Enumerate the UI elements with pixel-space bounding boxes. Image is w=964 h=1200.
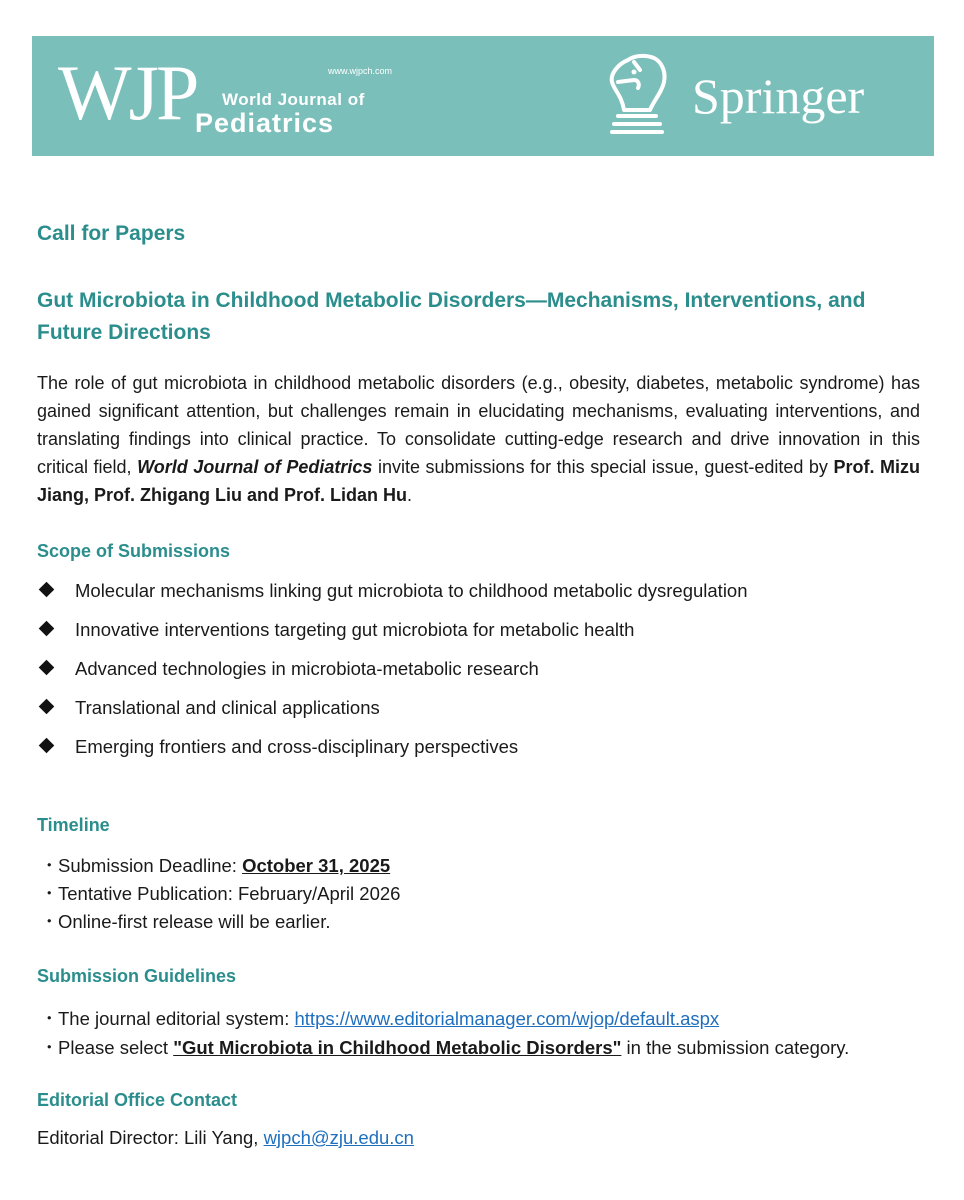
contact-heading: Editorial Office Contact	[37, 1090, 238, 1110]
list-item: Translational and clinical applications	[37, 695, 748, 734]
diamond-bullet-icon	[39, 660, 55, 676]
dot-bullet-icon: ・	[40, 1008, 59, 1029]
journal-name-emphasis: World Journal of Pediatrics	[137, 457, 373, 477]
submission-deadline: October 31, 2025	[242, 855, 391, 876]
journal-url: www.wjpch.com	[328, 66, 393, 76]
guidelines-list	[40, 1005, 849, 1063]
springer-logo-text: Springer	[692, 68, 865, 124]
contact-email-link[interactable]: wjpch@zju.edu.cn	[263, 1127, 414, 1148]
scope-list	[37, 578, 748, 773]
dot-bullet-icon: ・	[40, 855, 59, 876]
list-item: ・The journal editorial system: https://www.editorialmanager.com/wjop/default.aspx	[40, 1005, 849, 1034]
editorial-system-link[interactable]: https://www.editorialmanager.com/wjop/default.aspx	[294, 1008, 720, 1029]
title-line-1: Gut Microbiota in Childhood Metabolic Disorders—Mechanisms, Interventions, and	[37, 289, 866, 312]
timeline-heading: Timeline	[37, 815, 110, 835]
list-item: Emerging frontiers and cross-disciplinary perspectives	[37, 734, 748, 773]
list-item: ・Please select "Gut Microbiota in Childhood Metabolic Disorders" in the submission category.	[40, 1034, 849, 1063]
intro-text-1: The role of gut microbiota in childhood metabolic disorders (e.g., obesity, diabetes, metabolic syndrome) has gained significant attention, but challenges remain in elucidating mechanisms, evaluating interventions, and translating findings into clinical practice. To consolidate cutting-edge research and drive innovation in this critical field,	[37, 373, 920, 477]
dot-bullet-icon: ・	[40, 883, 59, 904]
list-item: Innovative interventions targeting gut microbiota for metabolic health	[37, 617, 748, 656]
journal-name-line2: Pediatrics	[195, 108, 335, 138]
diamond-bullet-icon	[39, 582, 55, 598]
list-item: Advanced technologies in microbiota-metabolic research	[37, 656, 748, 695]
diamond-bullet-icon	[39, 621, 55, 637]
list-item: ・Tentative Publication: February/April 2026	[40, 880, 400, 908]
journal-name-line1: World Journal of	[222, 90, 365, 109]
contact-line: Editorial Director: Lili Yang, wjpch@zju.edu.cn	[37, 1127, 414, 1148]
journal-banner	[32, 36, 934, 156]
title-line-2: Future Directions	[37, 321, 211, 344]
diamond-bullet-icon	[39, 699, 55, 715]
timeline-list	[40, 852, 400, 936]
dot-bullet-icon: ・	[40, 1037, 59, 1058]
diamond-bullet-icon	[39, 738, 55, 754]
wjp-logo: WJP	[58, 49, 197, 136]
scope-heading: Scope of Submissions	[37, 541, 231, 561]
intro-text-2: invite submissions for this special issue, guest-edited by	[372, 457, 834, 477]
list-item: ・Submission Deadline: October 31, 2025	[40, 852, 400, 880]
guest-editors: Prof. Mizu Jiang, Prof. Zhigang Liu and Prof. Lidan Hu	[37, 457, 921, 505]
guidelines-heading: Submission Guidelines	[37, 966, 237, 986]
call-for-papers-label: Call for Papers	[37, 222, 186, 245]
submission-category: "Gut Microbiota in Childhood Metabolic Disorders"	[173, 1037, 622, 1058]
special-issue-title	[37, 285, 927, 349]
list-item: ・Online-first release will be earlier.	[40, 908, 400, 936]
intro-text-3: .	[407, 485, 413, 505]
list-item: Molecular mechanisms linking gut microbiota to childhood metabolic dysregulation	[37, 578, 748, 617]
springer-knight-icon	[604, 50, 674, 136]
dot-bullet-icon: ・	[40, 911, 59, 932]
intro-paragraph	[37, 369, 920, 509]
